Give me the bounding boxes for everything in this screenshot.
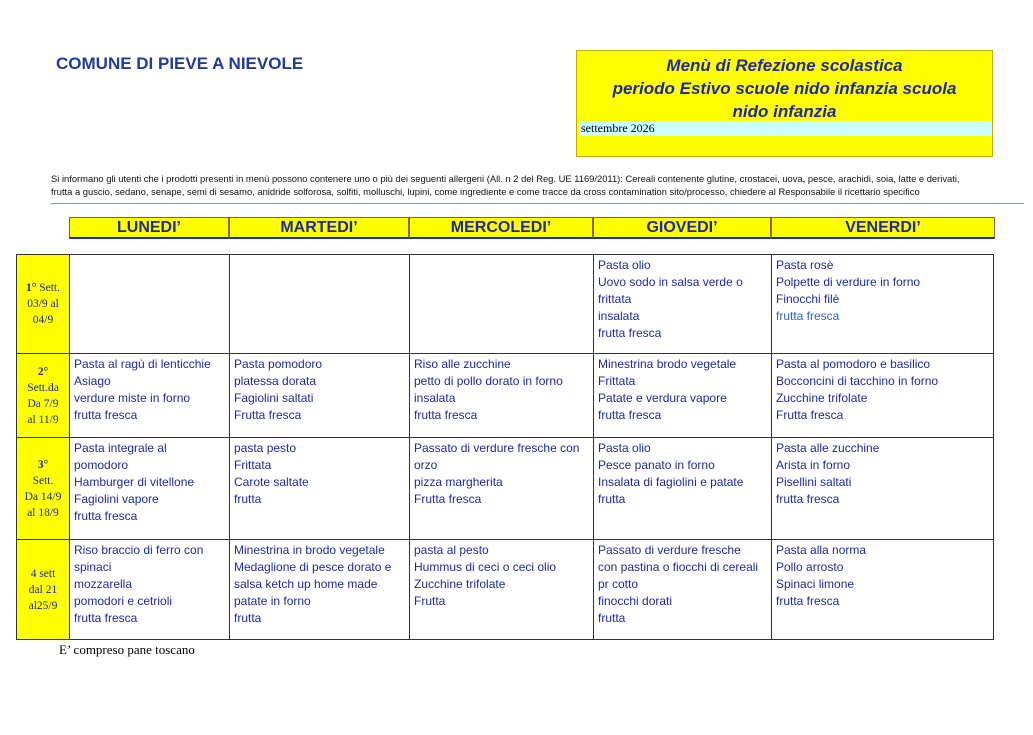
dish: Frittata [234, 458, 272, 472]
dish: Frutta fresca [234, 408, 302, 422]
menu-cell [594, 255, 772, 354]
dish: frittata [598, 292, 632, 306]
dish: frutta fresca [74, 611, 138, 625]
day-header-lunedi: LUNEDI’ [69, 217, 229, 239]
menu-cell [70, 438, 230, 540]
dish: mozzarella [74, 577, 133, 591]
menu-cell [594, 540, 772, 640]
week-label-line: al 18/9 [27, 506, 59, 519]
menu-cell [410, 354, 594, 438]
dish: Pisellini saltati [776, 475, 852, 489]
dish: Frutta fresca [776, 408, 844, 422]
dish: Frutta [414, 594, 446, 608]
menu-cell [772, 540, 994, 640]
dish: Asiago [74, 374, 111, 388]
menu-cell [230, 255, 410, 354]
dish: Minestrina brodo vegetale [598, 357, 737, 371]
dish: pr cotto [598, 577, 639, 591]
menu-cell [230, 354, 410, 438]
dish: frutta [598, 611, 626, 625]
dish: pomodori e cetrioli [74, 594, 173, 608]
menu-cell [70, 354, 230, 438]
day-header-martedi: MARTEDI’ [229, 217, 409, 239]
day-header-mercoledi: MERCOLEDI’ [409, 217, 593, 239]
dish: Spinaci limone [776, 577, 855, 591]
bread-note: E’ compreso pane toscano [59, 642, 195, 657]
dish: Pasta alla norma [776, 543, 867, 557]
allergen-notice [51, 172, 1031, 198]
dish: patate in forno [234, 594, 311, 608]
dish: Riso braccio di ferro con [74, 543, 204, 557]
menu-cell [70, 255, 230, 354]
dish: Pasta olio [598, 441, 651, 455]
menu-cell [410, 540, 594, 640]
week-row [17, 438, 994, 540]
menu-cell [772, 354, 994, 438]
dish: frutta fresca [598, 326, 662, 340]
menu-title-line: periodo Estivo scuole nido infanzia scuola [612, 79, 957, 98]
menu-table-body [17, 255, 994, 640]
dish: pizza margherita [414, 475, 503, 489]
dish: frutta fresca [598, 408, 662, 422]
week-label [17, 540, 70, 640]
dish: Uovo sodo in salsa verde o [598, 275, 743, 289]
dish: Pollo arrosto [776, 560, 844, 574]
day-header-row [69, 217, 995, 239]
dish: Arista in forno [776, 458, 851, 472]
week-label-line: 4 sett [30, 567, 56, 580]
menu-cell [594, 354, 772, 438]
week-row [17, 354, 994, 438]
dish: orzo [414, 458, 438, 472]
dish: Riso alle zucchine [414, 357, 511, 371]
menu-cell [410, 438, 594, 540]
menu-cell [230, 540, 410, 640]
dish: Patate e verdura vapore [598, 391, 727, 405]
week-label-line: Da 7/9 [27, 397, 59, 410]
week-number: 2° [37, 365, 49, 378]
dish: Frutta fresca [414, 492, 482, 506]
dish: Insalata di fagiolini e patate [598, 475, 744, 489]
dish: Carote saltate [234, 475, 309, 489]
dish: verdure miste in forno [74, 391, 191, 405]
dish: Passato di verdure fresche [598, 543, 741, 557]
dish: Fagiolini vapore [74, 492, 159, 506]
comune-title: COMUNE DI PIEVE A NIEVOLE [56, 54, 304, 73]
dish: frutta [234, 492, 262, 506]
menu-cell [594, 438, 772, 540]
dish: Pasta al pomodoro e basilico [776, 357, 931, 371]
week-label-line: 04/9 [32, 314, 54, 326]
dish: frutta fresca [776, 492, 840, 506]
dish: frutta fresca [776, 309, 840, 323]
week-label [17, 255, 70, 354]
menu-title [577, 54, 992, 123]
dish: Pasta olio [598, 258, 651, 272]
allergen-line: Si informano gli utenti che i prodotti presenti in menù possono contenere uno o più dei seguenti allergeni (All. n 2 del Reg. UE 1169/2011): Cereali contenente glutine, crostacei, uova, pesce, arachidi, soia, latte e derivati, [51, 173, 960, 184]
divider [51, 203, 1024, 204]
dish: frutta fresca [414, 408, 478, 422]
week-label-line: Sett. [32, 474, 54, 487]
week-label-line: Sett. [39, 282, 60, 294]
dish: insalata [414, 391, 456, 405]
dish: Pasta pomodoro [234, 357, 323, 371]
day-header-giovedi: GIOVEDI’ [593, 217, 771, 239]
menu-cell [772, 255, 994, 354]
week-label-line: dal 21 [28, 583, 58, 596]
dish: Passato di verdure fresche con [414, 441, 580, 455]
week-label [17, 354, 70, 438]
dish: frutta fresca [74, 408, 138, 422]
dish: frutta fresca [776, 594, 840, 608]
dish: Zucchine trifolate [776, 391, 868, 405]
dish: petto di pollo dorato in forno [414, 374, 563, 388]
dish: Frittata [598, 374, 636, 388]
dish: Fagiolini saltati [234, 391, 314, 405]
dish: spinaci [74, 560, 112, 574]
menu-table [16, 254, 994, 640]
dish: frutta fresca [74, 509, 138, 523]
day-header-venerdi: VENERDI’ [771, 217, 995, 239]
dish: platessa dorata [234, 374, 317, 388]
dish: Polpette di verdure in forno [776, 275, 921, 289]
dish: Hummus di ceci o ceci olio [414, 560, 557, 574]
week-label-line: 03/9 al [27, 298, 59, 310]
dish: pasta al pesto [414, 543, 489, 557]
allergen-line: frutta a guscio, sedano, senape, semi di sesamo, anidride solforosa, solfiti, molluschi, lupini, come ingrediente e come tracce da cross contamination sito/processo, chiedere al Responsabile il ricettario specifico [51, 186, 920, 197]
menu-cell [230, 438, 410, 540]
dish: insalata [598, 309, 640, 323]
dish: finocchi dorati [598, 594, 673, 608]
dish: Minestrina in brodo vegetale [234, 543, 385, 557]
dish: Pasta al ragù di lenticchie [74, 357, 211, 371]
dish: Pasta rosè [776, 258, 834, 272]
week-label-line: Sett.da [27, 381, 59, 394]
dish: Pasta integrale al [74, 441, 167, 455]
dish: Medaglione di pesce dorato e [234, 560, 392, 574]
week-label-line: Da 14/9 [24, 490, 62, 503]
week-label-line: al 11/9 [27, 413, 59, 426]
week-number: 3° [37, 458, 49, 471]
dish: Bocconcini di tacchino in forno [776, 374, 939, 388]
dish: pomodoro [74, 458, 129, 472]
dish: Pesce panato in forno [598, 458, 715, 472]
menu-title-box [576, 50, 993, 157]
week-row [17, 255, 994, 354]
dish: frutta [598, 492, 626, 506]
dish: Hamburger di vitellone [74, 475, 195, 489]
menu-cell [70, 540, 230, 640]
menu-title-line: Menù di Refezione scolastica [666, 56, 903, 75]
menu-date: settembre 2026 [579, 121, 992, 136]
dish: con pastina o fiocchi di cereali [598, 560, 759, 574]
week-number: 1° [26, 282, 40, 294]
dish: salsa ketch up home made [234, 577, 378, 591]
week-row [17, 540, 994, 640]
dish: frutta [234, 611, 262, 625]
week-label-line: al25/9 [28, 599, 58, 612]
dish: pasta pesto [234, 441, 297, 455]
menu-cell [410, 255, 594, 354]
dish: Pasta alle zucchine [776, 441, 880, 455]
menu-title-line: nido infanzia [732, 102, 837, 121]
dish: Finocchi filè [776, 292, 840, 306]
dish: Zucchine trifolate [414, 577, 506, 591]
week-label [17, 438, 70, 540]
menu-cell [772, 438, 994, 540]
